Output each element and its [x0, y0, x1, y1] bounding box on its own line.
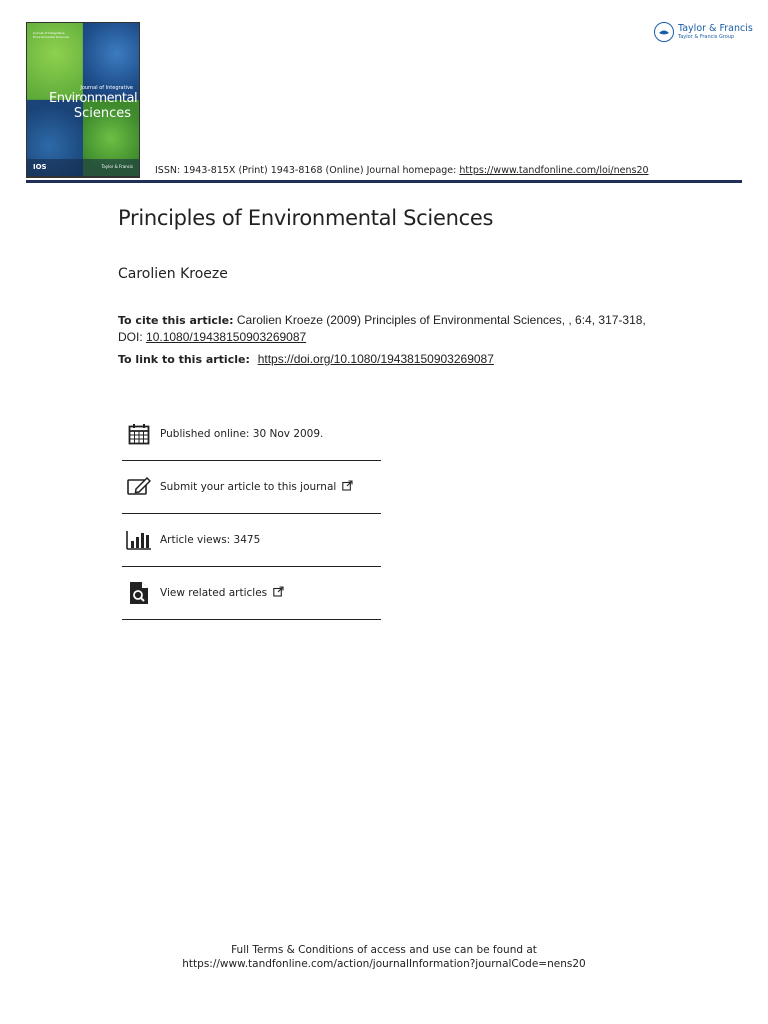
cover-journal-name: [35, 85, 138, 121]
article-link-label: To link to this article:: [118, 353, 254, 366]
cover-journal-line1: Journal of Integrative: [80, 85, 133, 91]
publisher-logo-icon: [654, 22, 674, 42]
external-link-icon: [342, 480, 353, 494]
publisher-name: Taylor & Francis: [678, 23, 753, 34]
citation-text: Carolien Kroeze (2009) Principles of Environmental Sciences, , 6:4, 317-318,: [233, 313, 646, 327]
terms-footer-url[interactable]: https://www.tandfonline.com/action/journalInformation?journalCode=nens20: [182, 958, 586, 970]
article-author: Carolien Kroeze: [118, 266, 228, 282]
journal-homepage-link[interactable]: https://www.tandfonline.com/loi/nens20: [459, 165, 649, 176]
article-views-row: [122, 514, 381, 567]
cover-bar-logo: IOS: [33, 163, 47, 171]
journal-cover: [26, 22, 140, 178]
document-search-icon: [126, 580, 152, 606]
citation-block: [118, 312, 658, 345]
related-articles-row[interactable]: [122, 567, 381, 620]
cover-footer-bar: [27, 159, 139, 177]
submit-article-label: Submit your article to this journal: [160, 481, 337, 493]
submit-article-link[interactable]: [160, 480, 353, 494]
citation-doi-link[interactable]: 10.1080/19438150903269087: [146, 330, 307, 344]
header-divider: [26, 180, 742, 183]
publisher-logo-text: [678, 24, 753, 40]
publisher-logo[interactable]: [654, 22, 753, 42]
terms-footer-line1: Full Terms & Conditions of access and use can be found at: [231, 944, 537, 956]
related-articles-label: View related articles: [160, 587, 268, 599]
cover-journal-line3: Sciences: [73, 106, 131, 121]
published-row: [122, 408, 381, 461]
publisher-group: Taylor & Francis Group: [678, 34, 735, 40]
article-meta-list: [122, 408, 381, 620]
external-link-icon: [273, 586, 284, 600]
bar-chart-icon: [126, 527, 152, 553]
issn-line: [155, 165, 649, 176]
calendar-icon: [126, 421, 152, 447]
cover-bar-publisher: Taylor & Francis: [101, 164, 133, 169]
edit-icon: [126, 474, 152, 500]
article-title: Principles of Environmental Sciences: [118, 206, 494, 230]
citation-label: To cite this article:: [118, 314, 234, 327]
cover-journal-line2: Environmental: [49, 91, 138, 106]
cover-base-rule: [26, 176, 138, 177]
issn-text: ISSN: 1943-815X (Print) 1943-8168 (Online) Journal homepage:: [155, 165, 460, 176]
published-date: Published online: 30 Nov 2009.: [160, 428, 324, 440]
article-views-count: Article views: 3475: [160, 534, 261, 546]
terms-footer: [0, 943, 768, 971]
submit-article-row[interactable]: [122, 461, 381, 514]
citation-doi-prefix: DOI:: [118, 330, 147, 344]
cover-small-text: Journal of Integrative Environmental Sciences: [33, 31, 69, 39]
related-articles-link[interactable]: [160, 586, 284, 600]
article-link-line: [118, 352, 494, 366]
article-doi-url[interactable]: https://doi.org/10.1080/19438150903269087: [257, 352, 494, 366]
